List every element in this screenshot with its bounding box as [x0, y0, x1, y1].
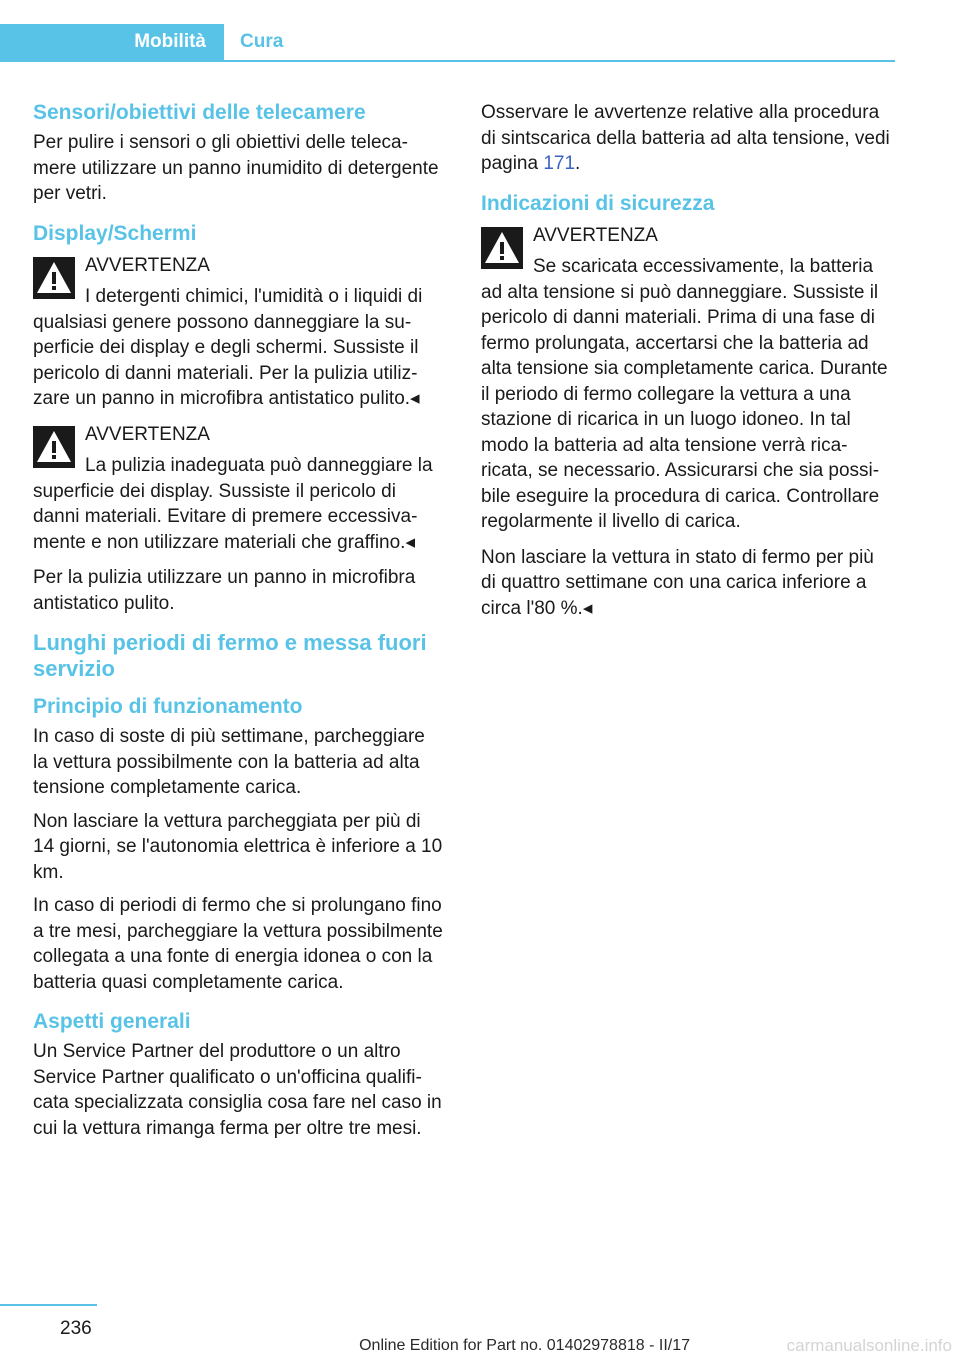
osservare-end: . — [575, 153, 581, 174]
paragraph-non-lasciare: Non lasciare la vettura in stato di fermo per più di quattro settimane con una carica inferiore a circa l'80 %.◂ — [481, 546, 874, 619]
warning-1-title: AVVERTENZA — [85, 254, 210, 276]
warning-block-1 — [33, 253, 443, 412]
header-rule — [0, 60, 895, 62]
warning-block-2 — [33, 422, 443, 556]
warning-3-text: Se scaricata eccessivamente, la batteria ad alta tensione si può danneggiare. Sussiste il pericolo di danni materiali. Prima di una fase di fermo prolungata, accertarsi che la batteria ad alta tensione sia completamente carica. Durante il periodo di fermo collegare la vettura a una stazione di ricarica in un luogo idoneo. In tal modo la batteria ad alta tensione verrà ricaricata, se necessario. Assicurarsi che sia possibile eseguire la procedura di carica. Controllare regolarmente il livello di carica. — [481, 256, 888, 532]
warning-2-text: La pulizia inadeguata può danneggiare la superficie dei display. Sussiste il pericolo di danni materiali. Evitare di premere eccessivamente e non utilizzare materiali che graffino.◂ — [33, 455, 433, 553]
paragraph-principio-1: In caso di soste di più settimane, parcheggiare la vettura possibilmente con la batteria ad alta tensione completamente carica. — [33, 726, 425, 798]
osservare-text: Osservare le avvertenze relative alla procedura di sintscarica della batteria ad alta tensione, vedi pagina — [481, 102, 890, 174]
heading-sicurezza: Indicazioni di sicurezza — [481, 191, 715, 215]
heading-lunghi-periodi: Lunghi periodi di fermo e messa fuori servizio — [33, 630, 427, 681]
footer-rule — [0, 1304, 97, 1306]
paragraph-sensori: Per pulire i sensori o gli obiettivi delle telecamere utilizzare un panno inumidito di detergente per vetri. — [33, 132, 439, 204]
paragraph-display: Per la pulizia utilizzare un panno in microfibra antistatico pulito. — [33, 567, 416, 614]
warning-2-title: AVVERTENZA — [85, 423, 210, 445]
paragraph-aspetti: Un Service Partner del produttore o un altro Service Partner qualificato o un'officina qualificata specializzata consiglia cosa fare nel caso in cui la vettura rimanga ferma per oltre tre mesi. — [33, 1041, 442, 1139]
page-number: 236 — [60, 1318, 92, 1339]
edition-note: Online Edition for Part no. 01402978818 - II/17 — [359, 1337, 690, 1354]
tab-mobilita[interactable]: Mobilità — [0, 24, 224, 60]
paragraph-principio-2: Non lasciare la vettura parcheggiata per più di 14 giorni, se l'autonomia elettrica è inferiore a 10 km. — [33, 810, 443, 883]
heading-sensori: Sensori/obiettivi delle telecamere — [33, 101, 366, 124]
heading-principio: Principio di funzionamento — [33, 695, 303, 718]
paragraph-principio-3: In caso di periodi di fermo che si prolungano fino a tre mesi, parcheggiare la vettura possibilmente collegata a una fonte di energia idonea o con la batteria quasi completamente carica. — [33, 895, 443, 993]
paragraph-osservare — [481, 100, 891, 177]
warning-triangle-icon — [481, 227, 523, 269]
warning-triangle-icon — [33, 257, 75, 299]
heading-display: Display/Schermi — [33, 221, 197, 245]
tab-cura[interactable]: Cura — [240, 31, 284, 52]
warning-block-3 — [481, 223, 891, 535]
warning-1-text: I detergenti chimici, l'umidità o i liquidi di qualsiasi genere possono danneggiare la superficie dei display e degli schermi. Sussiste il pericolo di danni materiali. Per la pulizia utilizzare un panno in microfibra antistatico pulito.◂ — [33, 286, 423, 409]
page-link-171[interactable]: 171 — [543, 153, 576, 174]
right-column — [481, 100, 891, 629]
left-column — [33, 100, 443, 1149]
heading-aspetti: Aspetti generali — [33, 1010, 191, 1033]
chapter-header — [0, 24, 895, 62]
warning-3-title: AVVERTENZA — [533, 224, 658, 246]
watermark: carmanualsonline.info — [786, 1336, 952, 1355]
warning-triangle-icon — [33, 426, 75, 468]
